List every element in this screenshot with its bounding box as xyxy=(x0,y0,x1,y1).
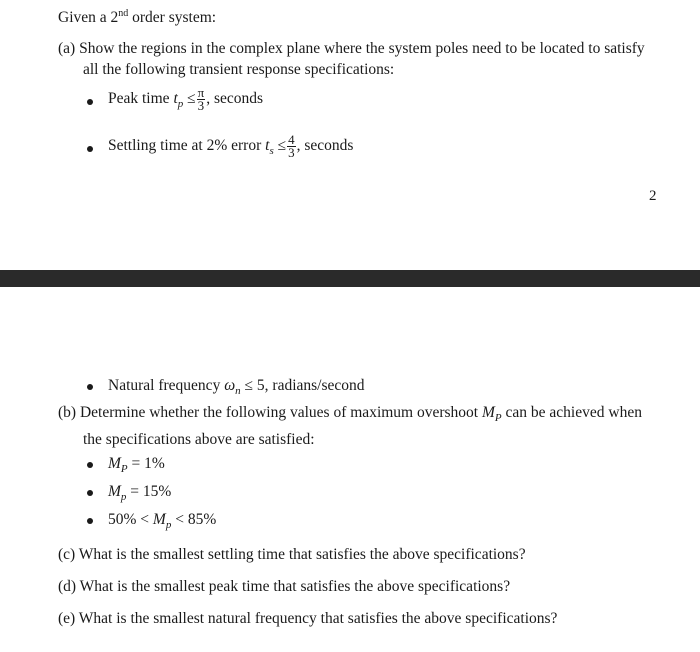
part-a-line1: (a) Show the regions in the complex plane where the system poles need to be located to satisfy xyxy=(58,40,645,57)
natural-frequency-var: ω xyxy=(224,377,236,394)
fraction-numerator: π xyxy=(197,84,205,100)
part-b-var: M xyxy=(482,404,495,421)
peak-time-fraction xyxy=(197,84,206,113)
part-d: (d) What is the smallest peak time that satisfies the above specifications? xyxy=(58,578,511,595)
bullet-dot xyxy=(87,490,93,496)
settling-time-label: Settling time at 2% error xyxy=(108,137,266,154)
natural-frequency-rest: ≤ 5, radians/second xyxy=(240,377,365,394)
bullet-dot xyxy=(87,99,93,105)
fraction-denominator: 3 xyxy=(288,144,295,160)
settling-time-fraction xyxy=(287,131,296,160)
part-b-sub: P xyxy=(494,412,502,424)
part-b-line1-post: can be achieved when xyxy=(501,404,642,421)
option-var: M xyxy=(108,483,121,500)
natural-frequency-label: Natural frequency xyxy=(108,377,225,394)
option-value: = 15% xyxy=(126,483,172,500)
peak-time-relation: ≤ xyxy=(183,90,196,107)
part-b-line2: the specifications above are satisfied: xyxy=(83,431,315,448)
bullet-dot xyxy=(87,518,93,524)
peak-time-var: t xyxy=(173,90,178,107)
settling-time-sub: s xyxy=(269,145,274,157)
fraction-numerator: 4 xyxy=(288,131,295,147)
option-sub: P xyxy=(120,463,128,475)
part-a-line2: all the following transient response specifications: xyxy=(83,61,395,78)
option-sub: p xyxy=(120,491,127,503)
settling-time-unit: , seconds xyxy=(296,137,354,154)
peak-time-spec xyxy=(108,86,263,117)
peak-time-unit: , seconds xyxy=(206,90,264,107)
option-prefix: 50% < xyxy=(108,511,153,528)
part-e: (e) What is the smallest natural frequency that satisfies the above specifications? xyxy=(58,610,558,627)
option-value: = 1% xyxy=(127,455,165,472)
peak-time-label: Peak time xyxy=(108,90,174,107)
natural-frequency-sub: n xyxy=(235,385,241,397)
bullet-dot xyxy=(87,384,93,390)
bullet-dot xyxy=(87,462,93,468)
part-c: (c) What is the smallest settling time that satisfies the above specifications? xyxy=(58,546,526,563)
natural-frequency-spec xyxy=(108,377,365,397)
fraction-denominator: 3 xyxy=(197,97,205,113)
part-b-line1 xyxy=(58,404,642,424)
page-separator-band xyxy=(0,270,700,287)
option-sub: p xyxy=(165,519,172,531)
option-value: < 85% xyxy=(171,511,217,528)
part-b-line1-pre: (b) Determine whether the following values of maximum overshoot xyxy=(58,404,482,421)
settling-time-relation: ≤ xyxy=(273,137,287,154)
option-var: M xyxy=(152,511,166,528)
overshoot-option-2 xyxy=(108,483,171,503)
intro-superscript: nd xyxy=(118,8,129,19)
page-number: 2 xyxy=(649,188,657,204)
overshoot-option-3 xyxy=(108,511,216,531)
intro-line xyxy=(58,8,216,27)
intro-suffix: order system: xyxy=(128,9,217,26)
intro-prefix: Given a 2 xyxy=(58,9,119,26)
settling-time-var: t xyxy=(265,137,270,154)
peak-time-sub: p xyxy=(177,98,184,110)
bullet-dot xyxy=(87,146,93,152)
settling-time-spec xyxy=(108,133,353,164)
overshoot-option-1 xyxy=(108,455,165,475)
option-var: M xyxy=(108,455,121,472)
